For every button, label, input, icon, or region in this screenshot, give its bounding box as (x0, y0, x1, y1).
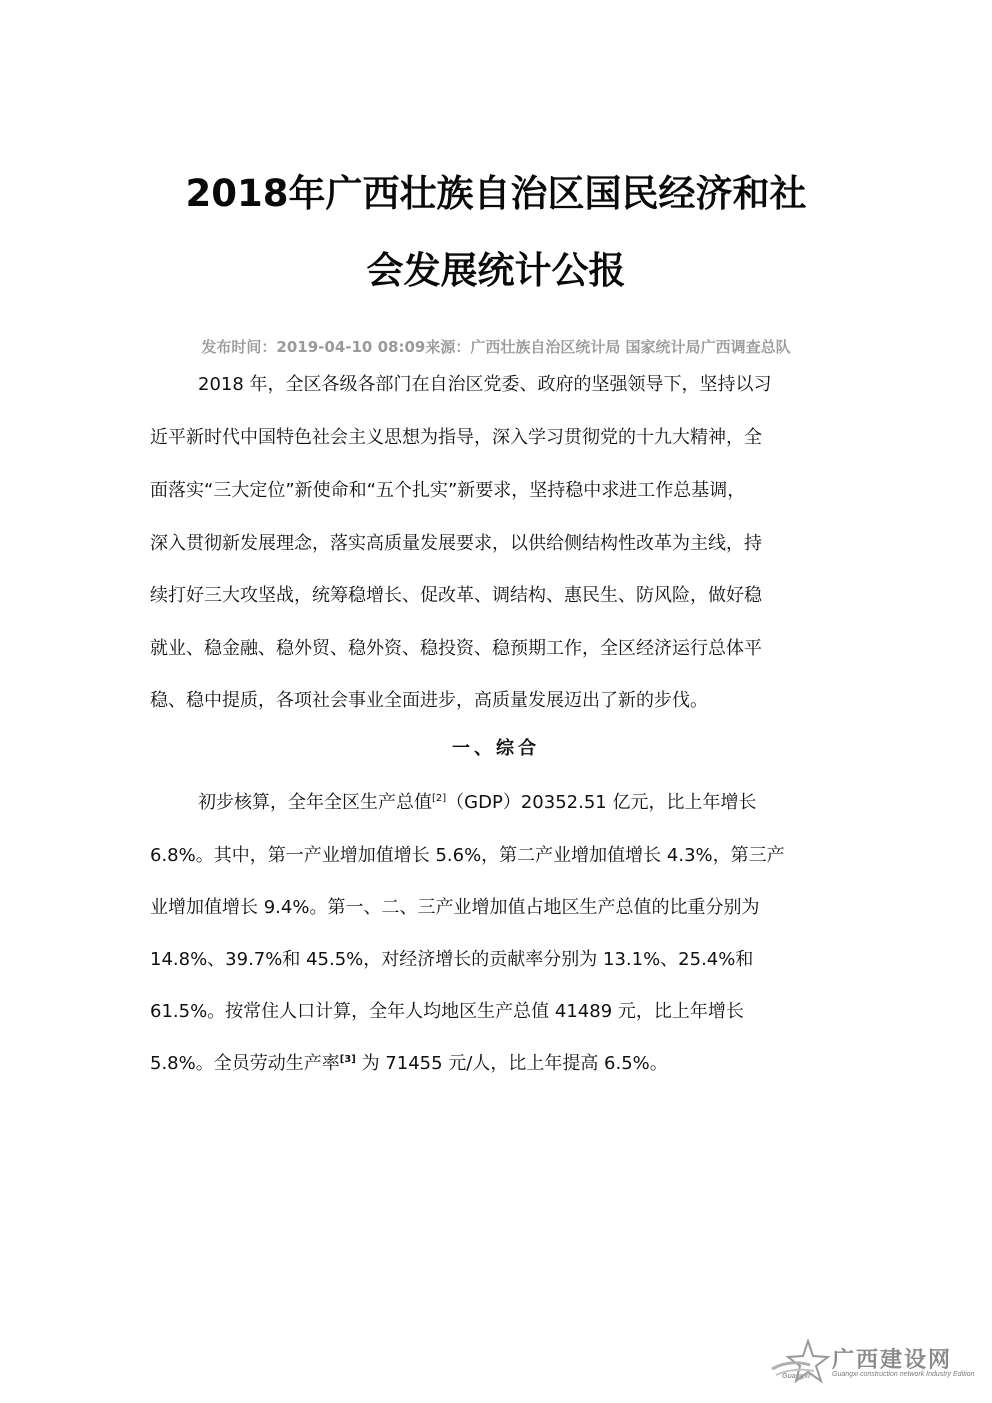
publish-meta: 发布时间：2019-04-10 08:09来源：广西壮族自治区统计局 国家统计局广西调查总队 (201, 338, 791, 356)
site-watermark (770, 1339, 980, 1389)
section-text: 5.8%。全员劳动生产率 (150, 1053, 340, 1074)
section-text: 初步核算，全年全区生产总值 (198, 792, 432, 813)
watermark-subtitle: Guangxi construction network Industry Edition (832, 1371, 975, 1378)
intro-line: 深入贯彻新发展理念，落实高质量发展要求，以供给侧结构性改革为主线，持 (150, 533, 762, 554)
intro-line: 近平新时代中国特色社会主义思想为指导，深入学习贯彻党的十九大精神，全 (150, 427, 762, 448)
footnote-marker[interactable]: [3] (339, 1054, 356, 1065)
footnote-marker[interactable]: [2] (432, 793, 447, 804)
intro-line: 就业、稳金融、稳外贸、稳外资、稳投资、稳预期工作，全区经济运行总体平 (150, 638, 762, 659)
intro-line: 2018 年，全区各级各部门在自治区党委、政府的坚强领导下，坚持以习 (198, 374, 772, 395)
intro-line: 稳、稳中提质，各项社会事业全面进步，高质量发展迈出了新的步伐。 (150, 690, 708, 711)
section-line: 6.8%。其中，第一产业增加值增长 5.6%，第二产业增加值增长 4.3%，第三产 (150, 845, 785, 866)
section-text: 为 71455 元/人，比上年提高 6.5%。 (355, 1053, 668, 1074)
section-line: 业增加值增长 9.4%。第一、二、三产业增加值占地区生产总值的比重分别为 (150, 897, 760, 918)
intro-line: 续打好三大攻坚战，统筹稳增长、促改革、调结构、惠民生、防风险，做好稳 (150, 585, 762, 606)
section-line: 14.8%、39.7%和 45.5%，对经济增长的贡献率分别为 13.1%、25.4%和 (150, 949, 754, 970)
star-logo-icon (770, 1339, 830, 1389)
intro-line: 面落实“三大定位”新使命和“五个扎实”新要求，坚持稳中求进工作总基调， (150, 480, 746, 501)
section-line (198, 790, 898, 816)
logo-label: Guangxi (782, 1373, 811, 1380)
document-title-line-2: 会发展统计公报 (366, 249, 626, 292)
document-title-line-1: 2018年广西壮族自治区国民经济和社 (185, 172, 807, 215)
section-heading: 一、综合 (452, 738, 540, 759)
section-line: 61.5%。按常住人口计算，全年人均地区生产总值 41489 元，比上年增长 (150, 1001, 744, 1022)
section-line (150, 1051, 850, 1077)
section-text: （GDP）20352.51 亿元，比上年增长 (446, 792, 757, 813)
watermark-name: 广西建设网 (832, 1347, 953, 1373)
